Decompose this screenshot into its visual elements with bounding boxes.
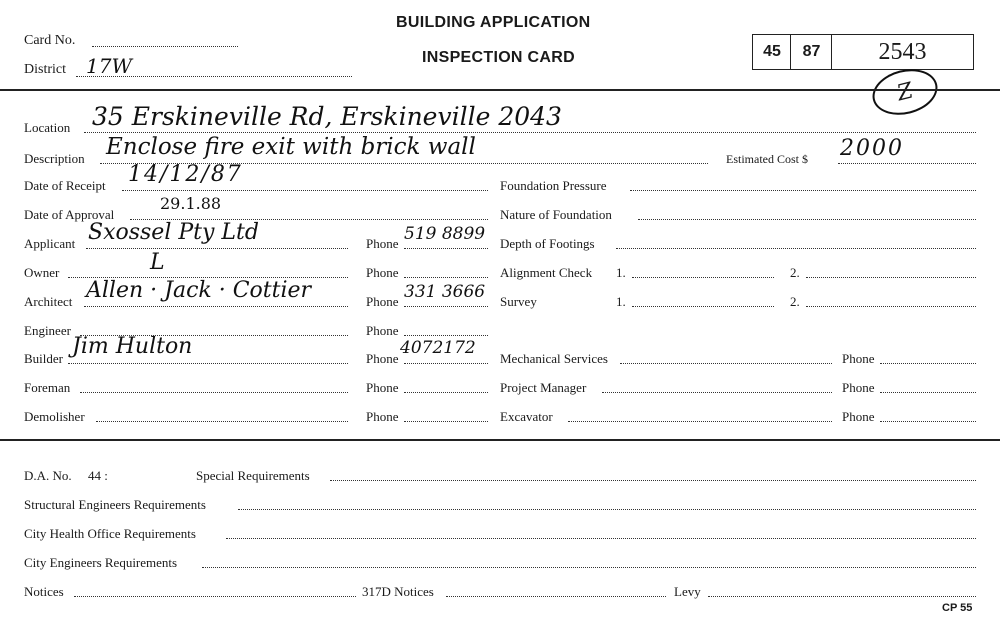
architect-phone-label: Phone bbox=[366, 294, 399, 309]
alignment-check-2-field[interactable] bbox=[806, 277, 976, 278]
foreman-field[interactable] bbox=[80, 392, 348, 393]
mechanical-label: Mechanical Services bbox=[500, 351, 608, 366]
card-code-box-2 bbox=[790, 34, 833, 70]
builder-field[interactable] bbox=[68, 363, 348, 364]
foreman-phone-field[interactable] bbox=[404, 392, 488, 393]
applicant-phone-label: Phone bbox=[366, 236, 399, 251]
builder-label: Builder bbox=[24, 351, 63, 366]
foreman-label: Foreman bbox=[24, 380, 71, 395]
da-no-label: D.A. No. bbox=[24, 468, 72, 483]
excavator-label: Excavator bbox=[500, 409, 553, 424]
card-code-1: 45 bbox=[763, 43, 781, 60]
applicant-label: Applicant bbox=[24, 236, 76, 251]
notices-label: Notices bbox=[24, 584, 64, 599]
special-req-label: Special Requirements bbox=[196, 468, 310, 483]
city-eng-req-field[interactable] bbox=[202, 567, 976, 568]
levy-field[interactable] bbox=[708, 596, 976, 597]
location-label: Location bbox=[24, 120, 71, 135]
location-value: 35 Erskineville Rd, Erskineville 2043 bbox=[92, 102, 562, 131]
survey-1-field[interactable] bbox=[632, 306, 774, 307]
demolisher-phone-label: Phone bbox=[366, 409, 399, 424]
engineer-phone-label: Phone bbox=[366, 323, 399, 338]
foundation-pressure-field[interactable] bbox=[630, 190, 976, 191]
alignment-check-label: Alignment Check bbox=[500, 265, 593, 280]
health-req-label: City Health Office Requirements bbox=[24, 526, 196, 541]
title-line2: INSPECTION CARD bbox=[422, 49, 575, 66]
applicant-phone-value: 519 8899 bbox=[404, 224, 486, 244]
card-no-field[interactable] bbox=[92, 46, 238, 47]
health-req-field[interactable] bbox=[226, 538, 976, 539]
demolisher-field[interactable] bbox=[96, 421, 348, 422]
description-label: Description bbox=[24, 151, 85, 166]
circled-mark-text: Z bbox=[894, 78, 916, 106]
card-code-2: 87 bbox=[802, 43, 821, 60]
header-divider bbox=[0, 89, 1000, 91]
alignment-check-1-field[interactable] bbox=[632, 277, 774, 278]
excavator-field[interactable] bbox=[568, 421, 832, 422]
estimated-cost-label: Estimated Cost $ bbox=[726, 152, 808, 166]
applicant-value: Sxossel Pty Ltd bbox=[88, 220, 259, 245]
special-req-field[interactable] bbox=[330, 480, 976, 481]
notices-field[interactable] bbox=[74, 596, 356, 597]
da-no-value: 44 : bbox=[88, 468, 108, 483]
form-code: CP 55 bbox=[942, 602, 973, 614]
district-label: District bbox=[24, 62, 66, 77]
architect-phone-value: 331 3666 bbox=[404, 282, 486, 302]
date-receipt-label: Date of Receipt bbox=[24, 178, 106, 193]
project-manager-label: Project Manager bbox=[500, 380, 587, 395]
card-code-box-1 bbox=[752, 34, 792, 70]
survey-2-label: 2. bbox=[790, 294, 800, 309]
city-eng-req-label: City Engineers Requirements bbox=[24, 555, 178, 570]
demolisher-phone-field[interactable] bbox=[404, 421, 488, 422]
engineer-phone-field[interactable] bbox=[404, 335, 488, 336]
section-divider bbox=[0, 439, 1000, 441]
card-no-label: Card No. bbox=[24, 33, 76, 48]
excavator-phone-label: Phone bbox=[842, 409, 875, 424]
architect-phone-field[interactable] bbox=[404, 306, 488, 307]
location-field[interactable] bbox=[84, 132, 976, 133]
estimated-cost-value: 2000 bbox=[840, 136, 904, 161]
mechanical-field[interactable] bbox=[620, 363, 832, 364]
estimated-cost-field[interactable] bbox=[838, 163, 976, 164]
builder-phone-value: 4072172 bbox=[400, 338, 476, 358]
mechanical-phone-label: Phone bbox=[842, 351, 875, 366]
architect-value: Allen · Jack · Cottier bbox=[86, 278, 312, 303]
owner-phone-field[interactable] bbox=[404, 277, 488, 278]
depth-footings-label: Depth of Footings bbox=[500, 236, 595, 251]
survey-1-label: 1. bbox=[616, 294, 626, 309]
structural-req-field[interactable] bbox=[238, 509, 976, 510]
demolisher-label: Demolisher bbox=[24, 409, 85, 424]
title-line1: BUILDING APPLICATION bbox=[396, 14, 591, 31]
applicant-phone-field[interactable] bbox=[404, 248, 488, 249]
foreman-phone-label: Phone bbox=[366, 380, 399, 395]
mechanical-phone-field[interactable] bbox=[880, 363, 976, 364]
date-approval-label: Date of Approval bbox=[24, 207, 115, 222]
engineer-label: Engineer bbox=[24, 323, 71, 338]
notices-317d-field[interactable] bbox=[446, 596, 666, 597]
survey-2-field[interactable] bbox=[806, 306, 976, 307]
nature-foundation-label: Nature of Foundation bbox=[500, 207, 612, 222]
levy-label: Levy bbox=[674, 584, 701, 599]
builder-phone-label: Phone bbox=[366, 351, 399, 366]
depth-footings-field[interactable] bbox=[616, 248, 976, 249]
notices-317d-label: 317D Notices bbox=[362, 584, 434, 599]
builder-phone-field[interactable] bbox=[404, 363, 488, 364]
owner-phone-label: Phone bbox=[366, 265, 399, 280]
structural-req-label: Structural Engineers Requirements bbox=[24, 497, 206, 512]
card-number: 2543 bbox=[878, 38, 927, 65]
builder-value: Jim Hulton bbox=[72, 334, 193, 359]
excavator-phone-field[interactable] bbox=[880, 421, 976, 422]
architect-label: Architect bbox=[24, 294, 73, 309]
owner-value: L bbox=[150, 250, 165, 275]
project-manager-phone-field[interactable] bbox=[880, 392, 976, 393]
date-receipt-field[interactable] bbox=[122, 190, 488, 191]
foundation-pressure-label: Foundation Pressure bbox=[500, 178, 607, 193]
card-number-box bbox=[831, 34, 974, 70]
owner-label: Owner bbox=[24, 265, 60, 280]
nature-foundation-field[interactable] bbox=[638, 219, 976, 220]
architect-field[interactable] bbox=[84, 306, 348, 307]
survey-label: Survey bbox=[500, 294, 537, 309]
date-receipt-value: 14/12/87 bbox=[128, 162, 243, 187]
circled-mark bbox=[868, 63, 943, 122]
district-value: 17W bbox=[86, 54, 133, 78]
alignment-check-1-label: 1. bbox=[616, 265, 626, 280]
project-manager-phone-label: Phone bbox=[842, 380, 875, 395]
applicant-field[interactable] bbox=[86, 248, 348, 249]
project-manager-field[interactable] bbox=[602, 392, 832, 393]
date-approval-value: 29.1.88 bbox=[160, 194, 222, 213]
alignment-check-2-label: 2. bbox=[790, 265, 800, 280]
description-value: Enclose fire exit with brick wall bbox=[106, 134, 476, 160]
